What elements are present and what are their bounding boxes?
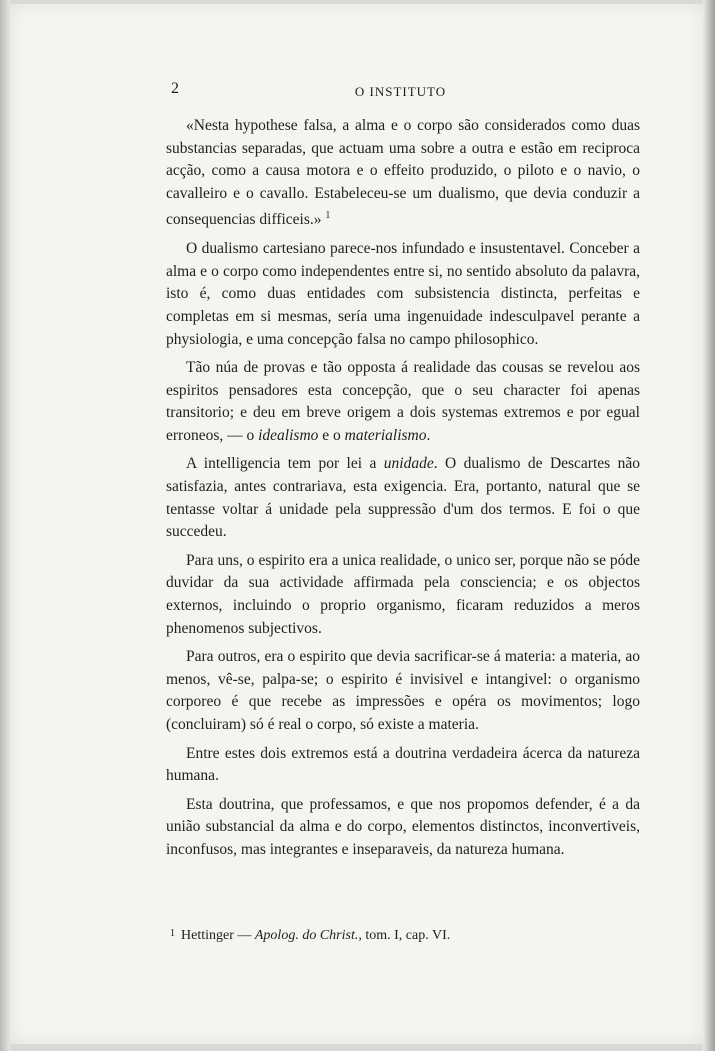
paragraph-1 [166,115,640,232]
text-run: A intelligencia tem por lei a [186,455,384,473]
paragraph-6 [166,646,640,736]
paragraph-2 [166,238,640,351]
page-number: 2 [171,80,179,97]
text-run: . O dualismo de Descartes não satisfazia, antes contrariava, esta exigencia. Era, portanto, natural que se tentasse voltar á unidade pela suppressão d'um dos termos. E foi o que succedeu. [166,455,640,541]
text-run: «Nesta hypothese falsa, a alma e o corpo são considerados como duas substancias separadas, que actuam uma sobre a outra e estão em reciproca acção, como a causa motora e o effeito produzido, o piloto e o navio, o cavalleiro e o cavallo. Estabeleceu-se um dualismo, que devia conduzir a consequencias difficeis.» [166,117,640,229]
page-edge-right [703,0,715,1051]
running-title: O INSTITUTO [354,84,447,99]
emphasis-text: idealismo [258,426,319,444]
page-edge-left [0,0,10,1051]
text-run: Esta doutrina, que professamos, e que nos propomos defender, é a da união substancial da alma e do corpo, elementos distinctos, inconvertiveis, inconfusos, mas integrantes e inseparaveis, da natureza humana. [166,795,640,858]
paragraph-7 [166,743,640,788]
paragraph-5 [166,550,640,640]
emphasis-text: unidade [383,455,434,473]
text-run: Tão núa de provas e tão opposta á realidade das cousas se revelou aos espiritos pensadores esta concepção, que o seu character foi apenas transitorio; e deu em breve origem a dois systemas extremos e por egual erroneos, — o [166,359,640,444]
body-text [166,115,640,868]
footnote-author: Hettinger — [181,928,255,943]
text-run: Para uns, o espirito era a unica realidade, o unico ser, porque não se póde duvidar da sua actividade affirmada pela consciencia; e os objectos externos, incluindo o proprio organismo, ficaram reduzidos a meros phenomenos subjectivos. [166,551,640,637]
footnote [170,928,640,944]
footnote-reference: 1 [325,210,331,222]
text-run: Para outros, era o espirito que devia sacrificar-se á materia: a materia, ao menos, vê-se, palpa-se; o espirito é invisivel e intangivel: o organismo corporeo é que recebe as impressões e opéra os movimentos; logo (concluiram) só é real o corpo, só existe a materia. [166,648,640,733]
footnote-work: Apolog. do Christ. [254,928,359,943]
paragraph-8 [166,794,640,862]
text-run: . [426,426,431,444]
emphasis-text: materialismo [344,426,427,444]
paragraph-3 [166,357,640,447]
paragraph-4 [166,453,640,543]
text-run: Entre estes dois extremos está a doutrina verdadeira ácerca da natureza humana. [166,744,640,785]
text-run: e o [318,426,345,444]
page-header [163,82,638,102]
text-run: O dualismo cartesiano parece-nos infundado e insustentavel. Conceber a alma e o corpo como independentes entre si, no sentido absoluto da palavra, isto é, como duas entidades com subsistencia distincta, perfeitas e completas em si mesmas, sería uma ingenuidade indesculpavel perante a physiologia, e uma concepção falsa no campo philosophico. [166,240,640,348]
footnote-marker: 1 [170,928,175,939]
footnote-rest: , tom. I, cap. VI. [358,928,451,943]
